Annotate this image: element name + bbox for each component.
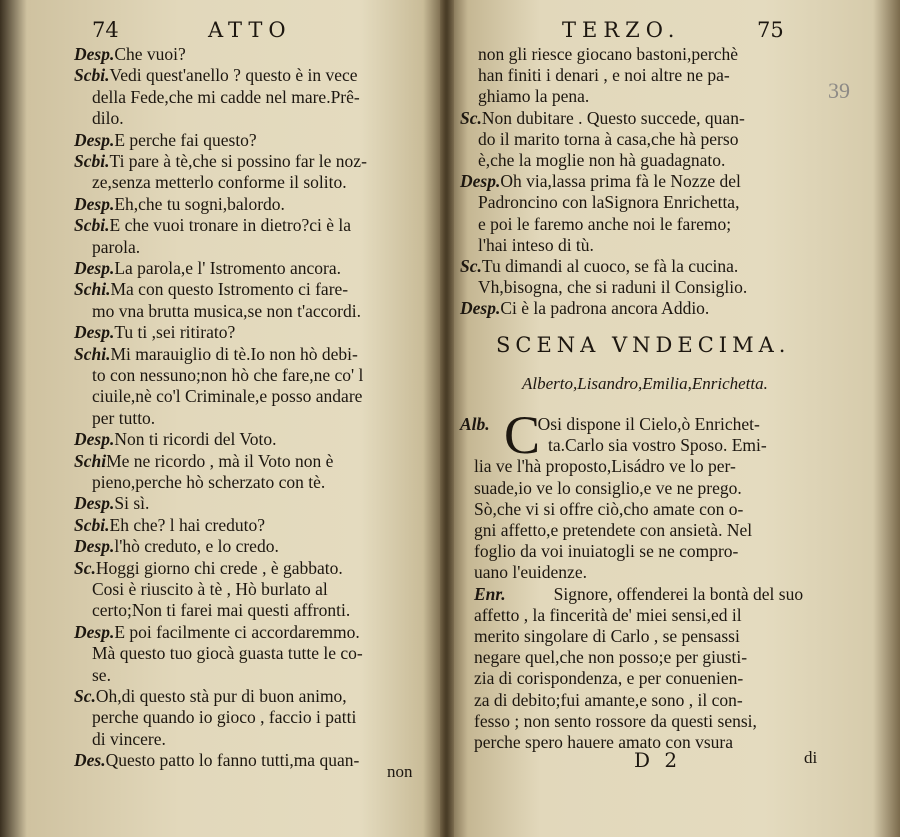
speaker-label: Desp. (74, 44, 115, 64)
line-text: Mà questo tuo giocà guasta tutte le co- (92, 643, 363, 664)
right-page (452, 0, 900, 837)
text-line (74, 515, 265, 535)
text-line (478, 214, 731, 234)
text-line (92, 172, 347, 192)
text-line (74, 279, 348, 299)
text-line (74, 750, 359, 770)
text-line (474, 541, 738, 561)
text-line (478, 235, 594, 255)
line-text: l'hai inteso di tù. (478, 234, 594, 255)
text-line (460, 108, 745, 128)
line-text: fesso ; non sento rossore da questi sensi, (474, 710, 757, 731)
text-line (474, 456, 736, 476)
text-line (460, 171, 741, 191)
text-line (74, 493, 149, 513)
drop-cap: C (504, 405, 541, 465)
text-line (460, 256, 738, 276)
speaker-label: Scbi. (74, 514, 110, 535)
speaker-label: Desp. (74, 429, 115, 450)
text-line (460, 298, 709, 318)
text-line (74, 429, 277, 449)
speaker-label: Desp. (74, 536, 115, 557)
line-text: mo vna brutta musica,se non t'accordi. (92, 300, 361, 321)
line-text: ghiamo la pena. (478, 86, 590, 107)
text-line (92, 386, 362, 406)
left-page (0, 0, 445, 837)
speaker-label: Desp. (74, 258, 115, 278)
line-text: E perche fai questo? (114, 129, 257, 150)
line-text: uano l'euidenze. (474, 562, 587, 583)
text-line (478, 86, 589, 106)
line-text: E che vuoi tronare in dietro?ci è la (109, 215, 351, 236)
text-line (92, 365, 363, 385)
line-text: Oh,di questo stà pur di buon animo, (95, 686, 347, 706)
text-line (474, 626, 740, 646)
line-text: foglio da voi inuiatogli se ne compro- (474, 541, 739, 562)
speaker-label: Enr. (474, 583, 506, 604)
text-line (92, 472, 325, 492)
text-line (74, 451, 333, 471)
line-text: gni affetto,e pretendete con ansietà. Nel (474, 520, 753, 540)
text-line (92, 600, 350, 620)
text-line (474, 478, 742, 498)
line-text: Non dubitare . Questo succede, quan- (481, 107, 745, 128)
text-line (74, 215, 351, 235)
line-text: za di debito;fui amante,e sono , il con- (474, 689, 743, 710)
speaker-label: Sc. (74, 557, 96, 578)
line-text: do il marito torna à casa,che hà perso (478, 128, 739, 149)
speaker-label: Schi. (74, 343, 111, 364)
line-text: Ci è la padrona ancora Addio. (500, 298, 710, 319)
line-text: Ma con questo Istromento ci fare- (110, 279, 349, 300)
text-line (92, 643, 363, 663)
line-text: Signore, offenderei la bontà del suo (553, 583, 804, 604)
speaker-label: Schi (74, 450, 107, 471)
speaker-label: Sc. (74, 686, 96, 706)
line-text: Sò,che vi si offre ciò,cho amate con o- (474, 498, 744, 519)
text-line (92, 108, 124, 128)
text-line (74, 194, 285, 214)
text-line (474, 499, 743, 519)
text-line (74, 65, 358, 85)
text-line (478, 44, 738, 64)
page-number: 74 (92, 18, 119, 42)
speaker-label: Desp. (460, 171, 501, 192)
text-line (478, 192, 739, 212)
text-line (460, 414, 760, 434)
text-line (74, 344, 358, 364)
line-text: E poi facilmente ci accordaremmo. (114, 621, 360, 642)
line-text: Vedi quest'anello ? questo è in vece (109, 65, 358, 86)
speaker-label: Desp. (460, 298, 501, 319)
line-text: ciuile,nè co'l Criminale,e posso andare (92, 386, 363, 407)
line-text: Che vuoi? (114, 44, 186, 64)
line-text: certo;Non ti farei mai questi affronti. (92, 600, 351, 621)
text-line (92, 237, 140, 257)
line-text: affetto , la fincerità de' miei sensi,ed il (474, 604, 742, 625)
scene-cast: Alberto,Lisandro,Emilia,Enrichetta. (522, 374, 768, 393)
line-text: ze,senza metterlo conforme il solito. (92, 172, 347, 193)
text-line (92, 301, 361, 321)
line-text: Me ne ricordo , mà il Voto non è (106, 450, 334, 471)
line-text: Questo patto lo fanno tutti,ma quan- (105, 750, 360, 771)
text-line (474, 520, 752, 540)
text-line (74, 558, 343, 578)
line-text: l'hò creduto, e lo credo. (114, 536, 279, 557)
line-text: negare quel,che non posso;e per giusti- (474, 647, 748, 668)
line-text: Ti pare à tè,che si possino far le noz- (109, 151, 367, 171)
scene-title: SCENA VNDECIMA. (496, 333, 791, 357)
line-text: e poi le faremo anche noi le faremo; (478, 213, 732, 234)
line-text: Osi dispone il Cielo,ò Enrichet- (537, 414, 760, 434)
speaker-label: Desp. (74, 129, 115, 150)
line-text: Eh che? l hai creduto? (109, 514, 265, 535)
speaker-label: Scbi. (74, 215, 110, 236)
line-text: merito singolare di Carlo , se pensassi (474, 626, 740, 646)
line-text: ta.Carlo sia vostro Sposo. Emi- (548, 435, 767, 456)
text-line (92, 408, 155, 428)
text-line (478, 277, 747, 297)
speaker-label: Alb. (460, 414, 490, 434)
page-number: 75 (757, 18, 784, 42)
line-text: Vh,bisogna, che si raduni il Consiglio. (478, 277, 748, 298)
speaker-label: Desp. (74, 322, 115, 343)
text-line (474, 690, 743, 710)
text-line (92, 579, 328, 599)
line-text: Padroncino con laSignora Enrichetta, (478, 192, 740, 213)
text-line (474, 584, 803, 604)
text-line (74, 322, 235, 342)
speaker-label: Des. (74, 750, 106, 771)
text-line (92, 729, 166, 749)
text-line (74, 622, 360, 642)
line-text: perche spero hauere amato con vsura (474, 732, 733, 752)
line-text: se. (92, 664, 111, 685)
catchword: di (804, 748, 818, 767)
line-text: La parola,e l' Istromento ancora. (114, 258, 342, 278)
line-text: Hoggi giorno chi crede , è gabbato. (95, 557, 343, 578)
text-line (478, 150, 725, 170)
line-text: della Fede,che mi cadde nel mare.Prê- (92, 86, 360, 107)
text-line (474, 668, 743, 688)
line-text: Tu dimandi al cuoco, se fà la cucina. (481, 256, 739, 276)
text-line (474, 732, 733, 752)
line-text: zia di corispondenza, e per conuenien- (474, 668, 744, 689)
speaker-label: Sc. (460, 107, 482, 128)
speaker-label: Desp. (74, 621, 115, 642)
line-text: di vincere. (92, 728, 166, 749)
line-text: to con nessuno;non hò che fare,ne co' l (92, 365, 364, 385)
text-line (478, 65, 730, 85)
speaker-label: Scbi. (74, 65, 110, 86)
speaker-label: Desp. (74, 493, 115, 514)
text-line (74, 536, 279, 556)
line-text: per tutto. (92, 407, 156, 428)
signature-mark: D 2 (634, 748, 682, 772)
text-line (74, 130, 257, 150)
line-text: Mi marauiglio di tè.Io non hò debi- (110, 343, 358, 364)
text-line (474, 647, 747, 667)
line-text: Tu ti ,sei ritirato? (114, 322, 236, 343)
catchword: non (387, 762, 413, 781)
text-line (478, 129, 738, 149)
line-text: lia ve l'hà proposto,Lisádro ve lo per- (474, 456, 736, 477)
line-text: han finiti i denari , e noi altre ne pa- (478, 65, 730, 86)
speaker-label: Sc. (460, 256, 482, 276)
text-line (92, 707, 356, 727)
speaker-label: Schi. (74, 279, 111, 300)
line-text: suade,io ve lo consiglio,e ve ne prego. (474, 477, 742, 498)
speaker-label: Scbi. (74, 151, 110, 171)
running-header: ATTO (208, 18, 292, 42)
text-line (474, 562, 587, 582)
text-line (474, 711, 757, 731)
running-header: TERZO. (562, 18, 681, 42)
line-text: dilo. (92, 108, 124, 129)
text-line (92, 87, 360, 107)
line-text: parola. (92, 236, 141, 257)
line-text: Cosi è riuscito à tè , Hò burlato al (92, 579, 328, 599)
text-line (92, 665, 111, 685)
line-text: perche quando io gioco , faccio i patti (92, 707, 357, 728)
speaker-label: Desp. (74, 193, 115, 214)
line-text: è,che la moglie non hà guadagnato. (478, 150, 726, 170)
text-line (548, 435, 767, 455)
line-text: Eh,che tu sogni,balordo. (114, 193, 285, 214)
text-line (74, 258, 341, 278)
line-text: Oh via,lassa prima fà le Nozze del (500, 171, 741, 192)
text-line (74, 686, 347, 706)
line-text: Si sì. (114, 493, 150, 514)
text-line (474, 605, 742, 625)
pencil-mark: 39 (828, 78, 850, 103)
text-line (74, 44, 186, 64)
line-text: Non ti ricordi del Voto. (114, 429, 277, 450)
text-line (74, 151, 367, 171)
line-text: non gli riesce giocano bastoni,perchè (478, 44, 738, 64)
line-text: pieno,perche hò scherzato con tè. (92, 472, 326, 492)
